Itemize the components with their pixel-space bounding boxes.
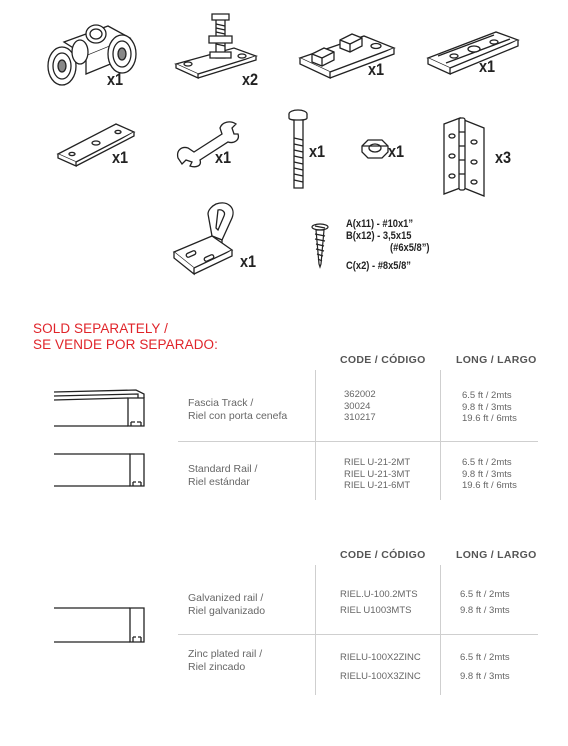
standard-rail-codes [344, 457, 410, 492]
code-riel-u-21-6mt: RIEL U-21-6MT [344, 480, 411, 491]
nut-illustration [358, 136, 390, 164]
fascia-track-codes [344, 389, 376, 424]
floor-guide-qty: x1 [479, 57, 496, 76]
fascia-track-image [52, 386, 148, 432]
code-riel-u1003mts: RIEL U1003MTS [340, 605, 412, 616]
table1-code-header: CODE / CÓDIGO [340, 354, 426, 366]
length-3m: 9.8 ft / 3mts [460, 605, 510, 616]
zinc-rail-lengths [460, 648, 510, 686]
length-6m: 19.6 ft / 6mts [462, 480, 517, 491]
length-3m: 9.8 ft / 3mts [462, 468, 512, 480]
hinge-qty: x3 [495, 148, 512, 167]
hinge-illustration [440, 116, 492, 198]
galvanized-rail-name-en: Galvanized rail / [188, 592, 264, 604]
roller-trolley-illustration [38, 12, 148, 92]
code-362002: 362002 [344, 389, 376, 400]
length-2m: 6.5 ft / 2mts [460, 652, 510, 663]
length-6m: 19.6 ft / 6mts [462, 413, 517, 424]
floor-guide-illustration [424, 26, 520, 78]
table1-long-header: LONG / LARGO [456, 354, 537, 366]
galvanized-rail-lengths [460, 587, 510, 619]
sold-separately-en: SOLD SEPARATELY / [33, 321, 168, 336]
fascia-track-name-en: Fascia Track / [188, 397, 254, 409]
code-rielu-100x2zinc: RIELU-100X2ZINC [340, 652, 421, 663]
table2-divider-left [315, 565, 316, 695]
screw-spec-c: C(x2) - #8x5/8” [346, 260, 411, 272]
guide-block-qty: x1 [368, 60, 385, 79]
length-3m: 9.8 ft / 3mts [460, 671, 510, 682]
standard-rail-name-en: Standard Rail / [188, 463, 258, 475]
code-riel-u-21-2mt: RIEL U-21-2MT [344, 457, 411, 468]
sold-separately-heading [33, 321, 218, 353]
flat-plate-qty: x1 [112, 148, 129, 167]
zinc-rail-name-en: Zinc plated rail / [188, 648, 263, 660]
code-riel-u-21-3mt: RIEL U-21-3MT [344, 468, 411, 480]
table1-divider-left [315, 370, 316, 500]
code-30024: 30024 [344, 400, 371, 412]
standard-rail-name-es: Riel estándar [188, 476, 250, 488]
angle-bracket-qty: x1 [240, 252, 257, 271]
nut-qty: x1 [388, 142, 405, 161]
galvanized-rail-image [52, 604, 148, 650]
fascia-track-lengths [462, 390, 517, 425]
length-2m: 6.5 ft / 2mts [460, 589, 510, 600]
screw-spec-a: A(x11) - #10x1” [346, 218, 414, 230]
galvanized-rail-codes [340, 587, 418, 619]
screw-spec-b-imperial: (#6x5/8”) [390, 242, 430, 254]
table2-row-divider [178, 634, 538, 635]
table2-long-header: LONG / LARGO [456, 549, 537, 561]
zinc-rail-name-es: Riel zincado [188, 661, 246, 673]
wrench-qty: x1 [215, 148, 232, 167]
wrench-illustration [174, 120, 242, 168]
long-bolt-qty: x1 [309, 142, 326, 161]
table2-divider-right [440, 565, 441, 695]
screw-spec-b: B(x12) - 3,5x15 [346, 230, 412, 242]
length-2m: 6.5 ft / 2mts [462, 390, 512, 401]
galvanized-rail-desc [188, 592, 265, 618]
length-2m: 6.5 ft / 2mts [462, 457, 512, 468]
hanger-bolt-plate-qty: x2 [242, 70, 259, 89]
zinc-rail-desc [188, 648, 262, 674]
length-3m: 9.8 ft / 3mts [462, 401, 512, 413]
standard-rail-image [52, 450, 148, 496]
fascia-track-name-es: Riel con porta cenefa [188, 410, 288, 422]
code-rielu-100x3zinc: RIELU-100X3ZINC [340, 671, 421, 682]
zinc-rail-codes [340, 648, 421, 686]
table1-row-divider [178, 441, 538, 442]
angle-bracket-illustration [170, 200, 246, 288]
roller-trolley-qty: x1 [107, 70, 124, 89]
standard-rail-lengths [462, 457, 517, 492]
standard-rail-desc [188, 463, 257, 489]
code-310217: 310217 [344, 412, 376, 423]
fascia-track-desc [188, 397, 287, 423]
screw-illustration [310, 222, 334, 268]
galvanized-rail-name-es: Riel galvanizado [188, 605, 266, 617]
sold-separately-es: SE VENDE POR SEPARADO: [33, 337, 218, 352]
table2-code-header: CODE / CÓDIGO [340, 549, 426, 561]
table1-divider-right [440, 370, 441, 500]
code-riel-u-100-2mts: RIEL.U-100.2MTS [340, 589, 418, 600]
